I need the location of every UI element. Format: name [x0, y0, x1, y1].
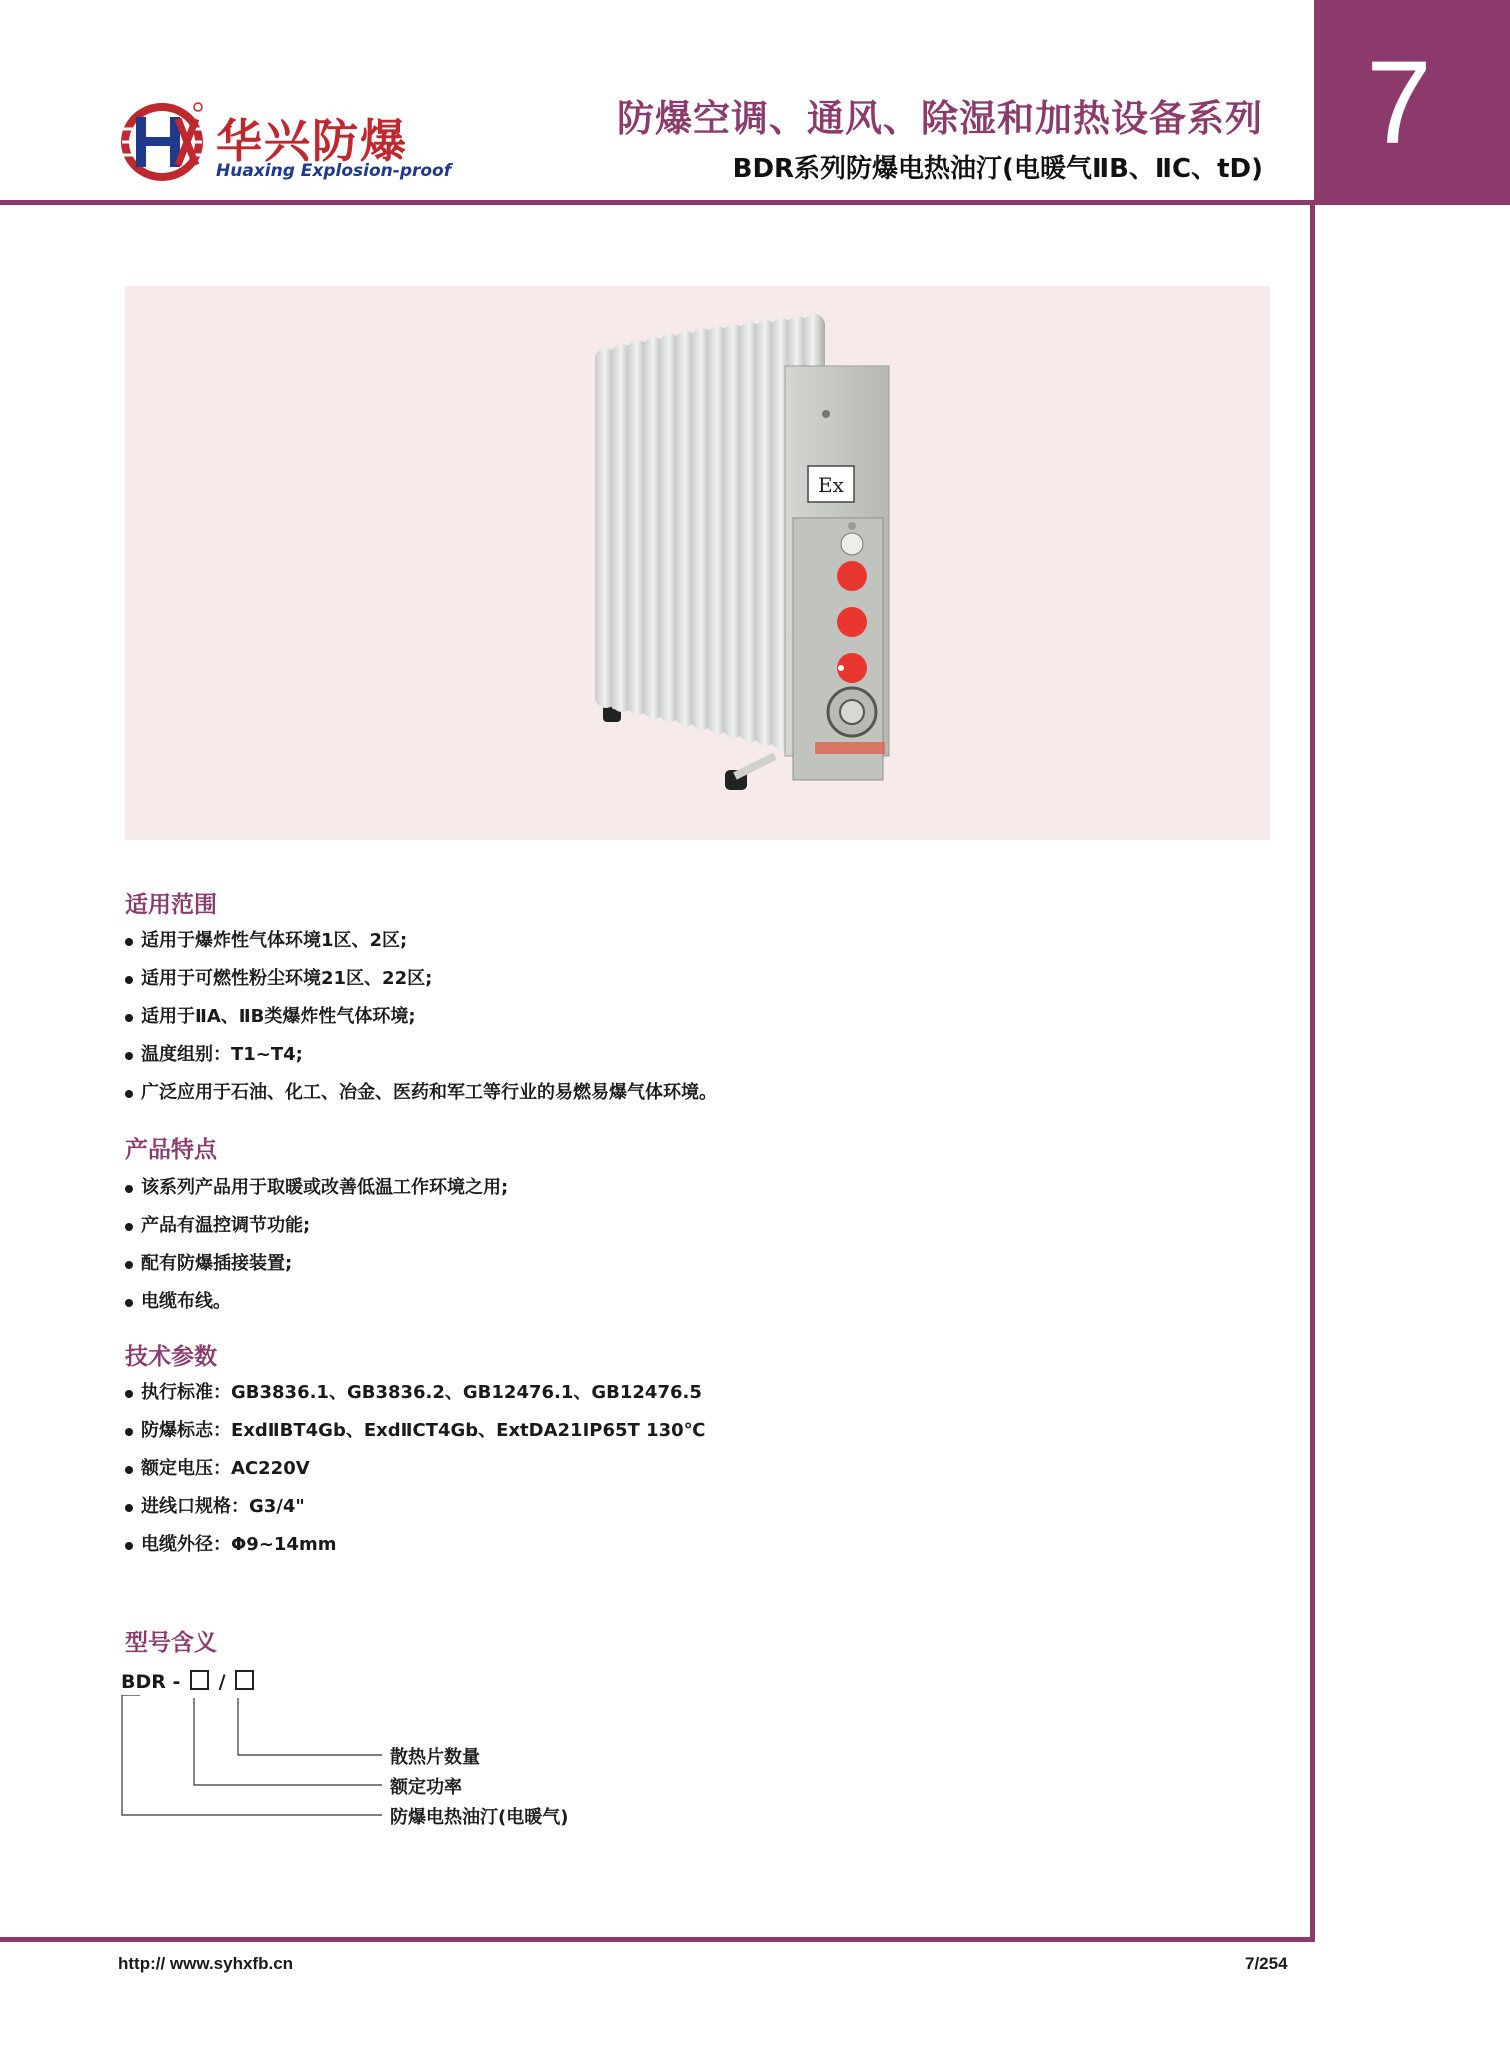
brand-name-cn: 华兴防爆	[216, 114, 408, 168]
right-margin-rule	[1310, 205, 1315, 1942]
section-title-specs: 技术参数	[125, 1344, 217, 1370]
model-code-separator: /	[218, 1671, 226, 1693]
list-item: 产品有温控调节功能;	[125, 1214, 508, 1252]
chapter-number: 7	[1366, 37, 1432, 169]
series-title: 防爆空调、通风、除湿和加热设备系列	[617, 97, 1263, 140]
list-item: 进线口规格：G3/4"	[125, 1495, 705, 1533]
list-item: 电缆布线。	[125, 1290, 508, 1328]
model-code-prefix: BDR -	[121, 1671, 181, 1693]
brand-name-en: Huaxing Explosion-proof	[216, 161, 452, 181]
list-item: 额定电压：AC220V	[125, 1457, 705, 1495]
list-item: 执行标准：GB3836.1、GB3836.2、GB12476.1、GB12476.5	[125, 1381, 705, 1419]
company-logo	[118, 99, 452, 185]
model-label-power: 额定功率	[390, 1777, 462, 1798]
model-code	[121, 1670, 257, 1693]
footer-website: http:// www.syhxfb.cn	[118, 1954, 294, 1973]
list-item: 电缆外径：Φ9~14mm	[125, 1533, 705, 1571]
list-item: 防爆标志：ExdⅡBT4Gb、ExdⅡCT4Gb、ExtDA21IP65T 130℃	[125, 1419, 705, 1457]
section-title-model: 型号含义	[125, 1630, 217, 1656]
list-item: 广泛应用于石油、化工、冶金、医药和军工等行业的易燃易爆气体环境。	[125, 1081, 717, 1119]
ex-nameplate: Ex	[818, 473, 844, 497]
chapter-tab	[1314, 0, 1510, 205]
huaxing-logo-icon	[118, 99, 206, 185]
list-item: 适用于可燃性粉尘环境21区、22区;	[125, 967, 717, 1005]
section-title-features: 产品特点	[125, 1137, 217, 1163]
product-photo-panel	[125, 286, 1270, 840]
model-label-fins: 散热片数量	[390, 1747, 480, 1768]
scope-list	[125, 929, 717, 1119]
model-label-name: 防爆电热油汀(电暖气)	[390, 1807, 569, 1828]
product-title: BDR系列防爆电热油汀(电暖气ⅡB、ⅡC、tD)	[732, 154, 1263, 184]
header-divider	[0, 200, 1314, 205]
power-placeholder-box	[190, 1670, 209, 1690]
list-item: 温度组别：T1~T4;	[125, 1043, 717, 1081]
list-item: 配有防爆插接装置;	[125, 1252, 508, 1290]
section-title-scope: 适用范围	[125, 892, 217, 918]
footer-divider	[0, 1937, 1315, 1942]
features-list	[125, 1176, 508, 1328]
page-number: 7/254	[1245, 1954, 1288, 1973]
list-item: 适用于ⅡA、ⅡB类爆炸性气体环境;	[125, 1005, 717, 1043]
oil-heater-image	[125, 286, 1270, 840]
fins-placeholder-box	[235, 1670, 254, 1690]
specs-list	[125, 1381, 705, 1571]
list-item: 适用于爆炸性气体环境1区、2区;	[125, 929, 717, 967]
list-item: 该系列产品用于取暖或改善低温工作环境之用;	[125, 1176, 508, 1214]
